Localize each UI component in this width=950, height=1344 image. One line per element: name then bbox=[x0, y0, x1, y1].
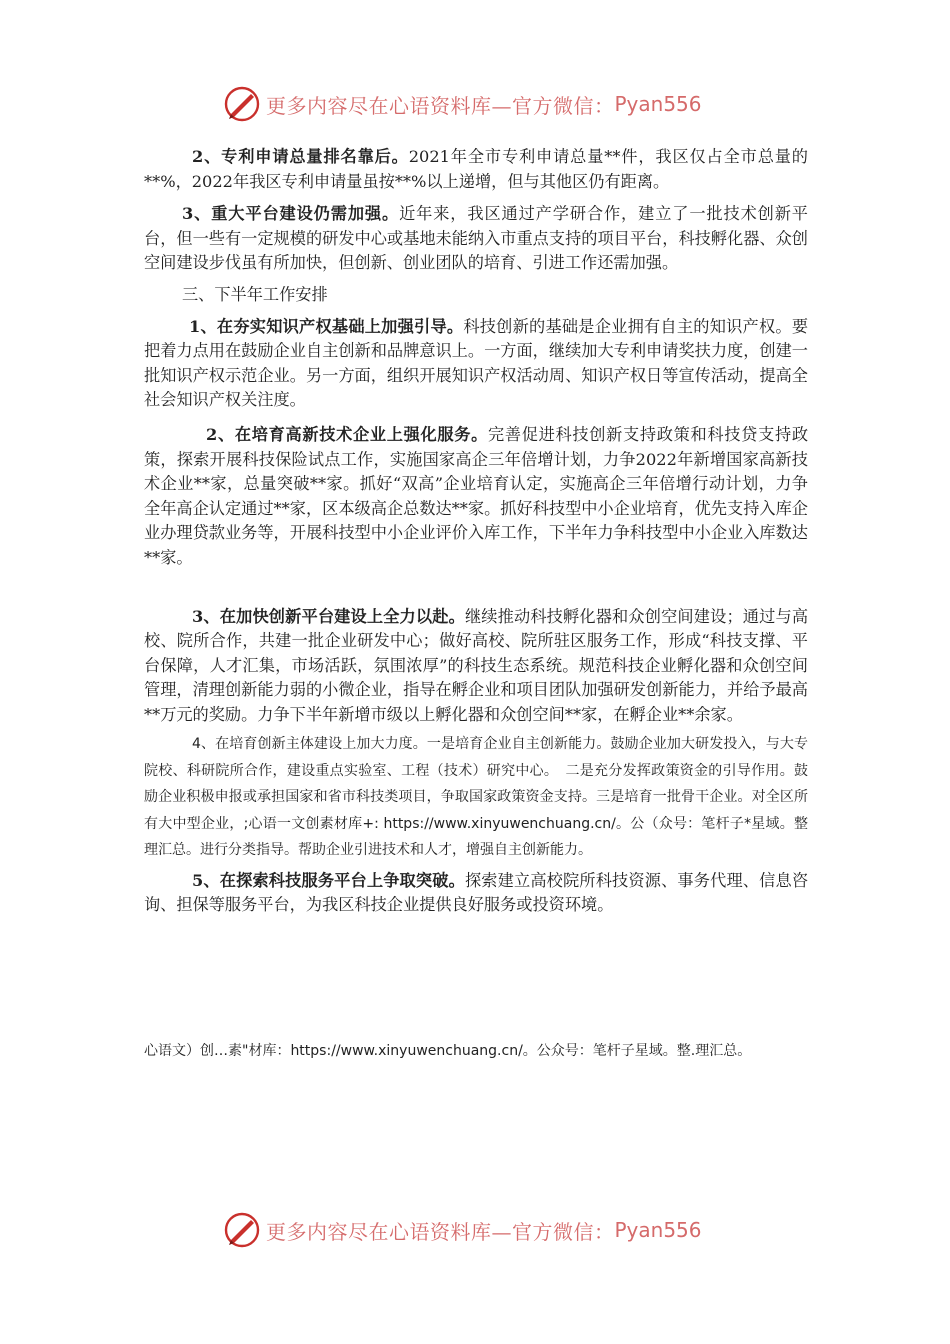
banner-text: 更多内容尽在心语资料库—官方微信： bbox=[266, 93, 615, 118]
paragraph-text: 近年来，我区通过产学研合作，建立了一批技术创新平台，但一些有一定规模的研发中心或基地未能纳入市重点支持的项目平台，科技孵化器、众创空间建设步伐虽有所加快，但创新、创业团队的培育、引进工作还需加强。 bbox=[144, 204, 808, 273]
paragraph-lead: 3、重大平台建设仍需加强。 bbox=[182, 204, 400, 224]
paragraph-text: 完善促进科技创新支持政策和科技贷支持政策，探索开展科技保险试点工作，实施国家高企三年倍增计划，力争2022年新增国家高新技术企业**家，总量突破**家。抓好“双高”企业培育认定，实施高企三年倍增行动计划，力争全年高企认定通过**家，区本级高企总数达**家。抓好科技型中小企业培育，优先支持入库企业办理贷款业务等，开展科技型中小企业评价入库工作，下半年力争科技型中小企业入库数达**家。 bbox=[144, 424, 809, 567]
banner-text: 更多内容尽在心语资料库—官方微信： bbox=[266, 1219, 615, 1244]
paragraph-service-platform bbox=[144, 869, 808, 918]
document-body bbox=[144, 145, 808, 918]
paragraph-lead: 5、在探索科技服务平台上争取突破。 bbox=[192, 870, 465, 890]
paragraph-ip bbox=[144, 315, 808, 413]
paragraph-lead: 3、在加快创新平台建设上全力以赴。 bbox=[192, 606, 465, 626]
paragraph-innovation-entity: 4、在培育创新主体建设上加大力度。一是培育企业自主创新能力。鼓励企业加大研发投入，与大专院校、科研院所合作，建设重点实验室、工程（技术）研究中心。 二是充分发挥政策资金的引导作用。鼓励企业积极申报或承担国家和省市科技类项目，争取国家政策资金支持。三是培育一批骨干企业。对全区所有大中型企业，;心语一文创素材库+: https://www.xinyuwenchuang.cn/。公（众号：笔杆子*星域。整理汇总。进行分类指导。帮助企业引进技术和人才，增强自主创新能力。 bbox=[144, 736, 808, 859]
pen-logo-icon bbox=[222, 84, 262, 124]
section-heading: 三、下半年工作安排 bbox=[182, 284, 328, 304]
paragraph-hitech bbox=[144, 423, 808, 571]
paragraph-text: 2021年全市专利申请总量**件，我区仅占全市总量的**%，2022年我区专利申请量虽按**%以上递增，但与其他区仍有距离。 bbox=[144, 147, 808, 191]
paragraph-innovation-platform bbox=[144, 605, 808, 728]
banner-wechat-id: Pyan556 bbox=[614, 1218, 702, 1242]
paragraph-patent bbox=[144, 145, 808, 194]
paragraph-lead: 1、在夯实知识产权基础上加强引导。 bbox=[189, 316, 464, 336]
banner-wechat-id: Pyan556 bbox=[614, 92, 702, 116]
paragraph-text: 科技创新的基础是企业拥有自主的知识产权。要把着力点用在鼓励企业自主创新和品牌意识上。一方面，继续加大专利申请奖扶力度，创建一批知识产权示范企业。另一方面，组织开展知识产权活动周、知识产权日等宣传活动，提高全社会知识产权关注度。 bbox=[144, 316, 809, 410]
header-banner bbox=[222, 84, 742, 124]
paragraph-lead: 2、在培育高新技术企业上强化服务。 bbox=[206, 424, 489, 444]
paragraph-text: 探索建立高校院所科技资源、事务代理、信息咨询、担保等服务平台，为我区科技企业提供良好服务或投资环境。 bbox=[144, 870, 809, 915]
paragraph-text: 继续推动科技孵化器和众创空间建设；通过与高校、院所合作，共建一批企业研发中心；做好高校、院所驻区服务工作，形成“科技支撑、平台保障，人才汇集，市场活跃，氛围浓厚”的科技生态系统。规范科技企业孵化器和众创空间管理，清理创新能力弱的小微企业，指导在孵企业和项目团队加强研发创新能力，并给予最高**万元的奖励。力争下半年新增市级以上孵化器和众创空间**家，在孵企业**余家。 bbox=[144, 606, 809, 724]
pen-logo-icon bbox=[222, 1210, 262, 1250]
paragraph-platform bbox=[144, 202, 808, 276]
footer-source-note: 心语文）创…素"材库：https://www.xinyuwenchuang.cn/。公众号：笔杆子星域。整.理汇总。 bbox=[144, 1043, 752, 1059]
paragraph-lead: 2、专利申请总量排名靠后。 bbox=[192, 147, 409, 166]
footer-banner bbox=[222, 1210, 742, 1250]
